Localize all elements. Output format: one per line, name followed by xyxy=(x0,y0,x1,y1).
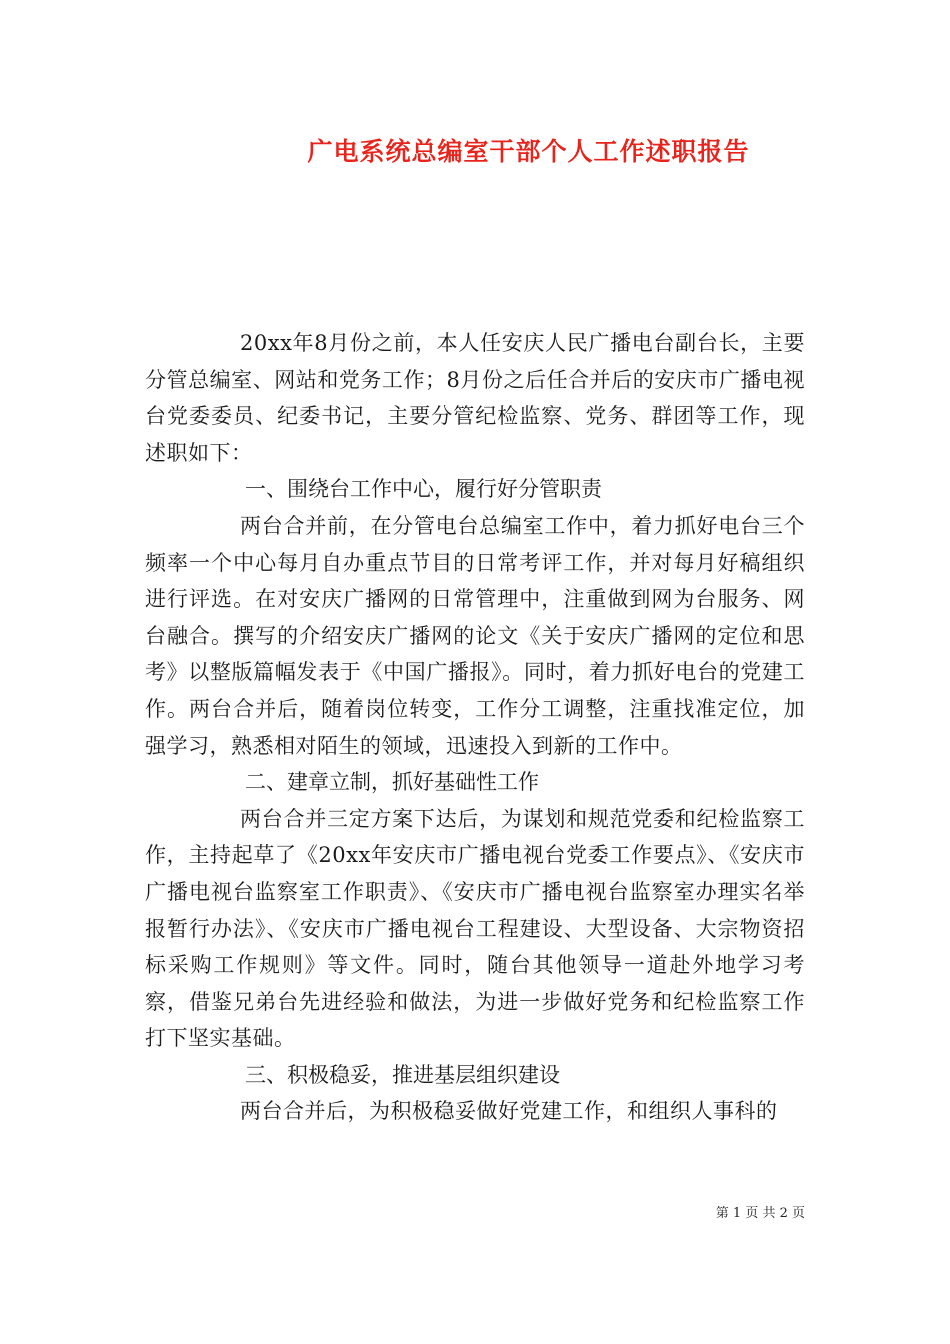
paragraph-section-2: 两台合并三定方案下达后，为谋划和规范党委和纪检监察工作，主持起草了《20xx年安庆市广播电视台党委工作要点》、《安庆市广播电视台监察室工作职责》、《安庆市广播电视台监察室办理实名举报暂行办法》、《安庆市广播电视台工程建设、大型设备、大宗物资招标采购工作规则》等文件。同时，随台其他领导一道赴外地学习考察，借鉴兄弟台先进经验和做法，为进一步做好党务和纪检监察工作打下坚实基础。 xyxy=(145,806,805,1051)
page-number-footer: 第 1 页 共 2 页 xyxy=(715,1206,805,1221)
paragraph-section-1: 两台合并前，在分管电台总编室工作中，着力抓好电台三个频率一个中心每月自办重点节目的日常考评工作，并对每月好稿组织进行评选。在对安庆广播网的日常管理中，注重做到网为台服务、网台融合。撰写的介绍安庆广播网的论文《关于安庆广播网的定位和思考》以整版篇幅发表于《中国广播报》。同时，着力抓好电台的党建工作。两台合并后，随着岗位转变，工作分工调整，注重找准定位，加强学习，熟悉相对陌生的领域，迅速投入到新的工作中。 xyxy=(145,513,805,758)
paragraph-intro: 20xx年8月份之前，本人任安庆人民广播电台副台长，主要分管总编室、网站和党务工作；8月份之后任合并后的安庆市广播电视台党委委员、纪委书记，主要分管纪检监察、党务、群团等工作，现述职如下： xyxy=(145,331,805,465)
section-heading-3: 三、积极稳妥，推进基层组织建设 xyxy=(245,1062,560,1087)
section-heading-2: 二、建章立制，抓好基础性工作 xyxy=(245,770,539,795)
paragraph-section-3: 两台合并后，为积极稳妥做好党建工作，和组织人事科的 xyxy=(240,1099,778,1124)
document-body xyxy=(145,325,805,1130)
document-title: 广电系统总编室干部个人工作述职报告 xyxy=(307,137,750,166)
section-heading-1: 一、围绕台工作中心，履行好分管职责 xyxy=(245,477,602,502)
